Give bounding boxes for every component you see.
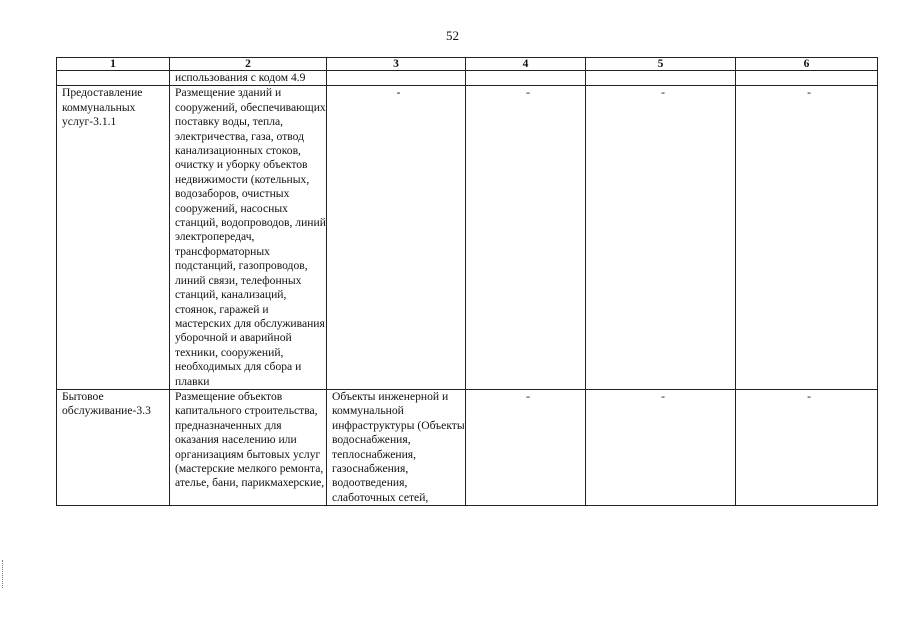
value-cell-4: - <box>466 389 586 505</box>
scan-margin-mark <box>2 560 9 588</box>
use-type-cell: Предоставление коммунальных услуг-3.1.1 <box>57 86 170 390</box>
cell-empty <box>57 71 170 86</box>
column-header-5: 5 <box>586 58 736 71</box>
value-cell-5: - <box>586 389 736 505</box>
cell-empty <box>466 71 586 86</box>
use-type-cell: Бытовое обслуживание-3.3 <box>57 389 170 505</box>
continuation-text: использования с кодом 4.9 <box>170 71 327 86</box>
cell-empty <box>736 71 878 86</box>
table-row <box>57 86 878 390</box>
value-cell-5: - <box>586 86 736 390</box>
table-row <box>57 389 878 505</box>
value-cell-4: - <box>466 86 586 390</box>
column-header-3: 3 <box>327 58 466 71</box>
description-cell: Размещение объектов капитального строительства, предназначенных для оказания населению или организациям бытовых услуг (мастерские мелкого ремонта, ателье, бани, парикмахерские, <box>170 389 327 505</box>
page-number: 52 <box>446 28 459 43</box>
column-header-2: 2 <box>170 58 327 71</box>
cell-empty <box>586 71 736 86</box>
value-cell-6: - <box>736 389 878 505</box>
column-header-6: 6 <box>736 58 878 71</box>
description-cell: Размещение зданий и сооружений, обеспечивающих поставку воды, тепла, электричества, газа, отвод канализационных стоков, очистку и уборку объектов недвижимости (котельных, водозаборов, очистных сооружений, насосных станций, водопроводов, линий электропередач, трансформаторных подстанций, газопроводов, линий связи, телефонных станций, канализаций, стоянок, гаражей и мастерских для обслуживания уборочной и аварийной техники, сооружений, необходимых для сбора и плавки <box>170 86 327 390</box>
cell-empty <box>327 71 466 86</box>
zoning-table <box>56 57 878 506</box>
value-cell-6: - <box>736 86 878 390</box>
objects-cell: Объекты инженерной и коммунальной инфраструктуры (Объекты водоснабжения, теплоснабжения, газоснабжения, водоотведения, слаботочных сетей, <box>327 389 466 505</box>
value-cell-3: - <box>327 86 466 390</box>
header-row <box>57 58 878 71</box>
column-header-1: 1 <box>57 58 170 71</box>
column-header-4: 4 <box>466 58 586 71</box>
continuation-row <box>57 71 878 86</box>
